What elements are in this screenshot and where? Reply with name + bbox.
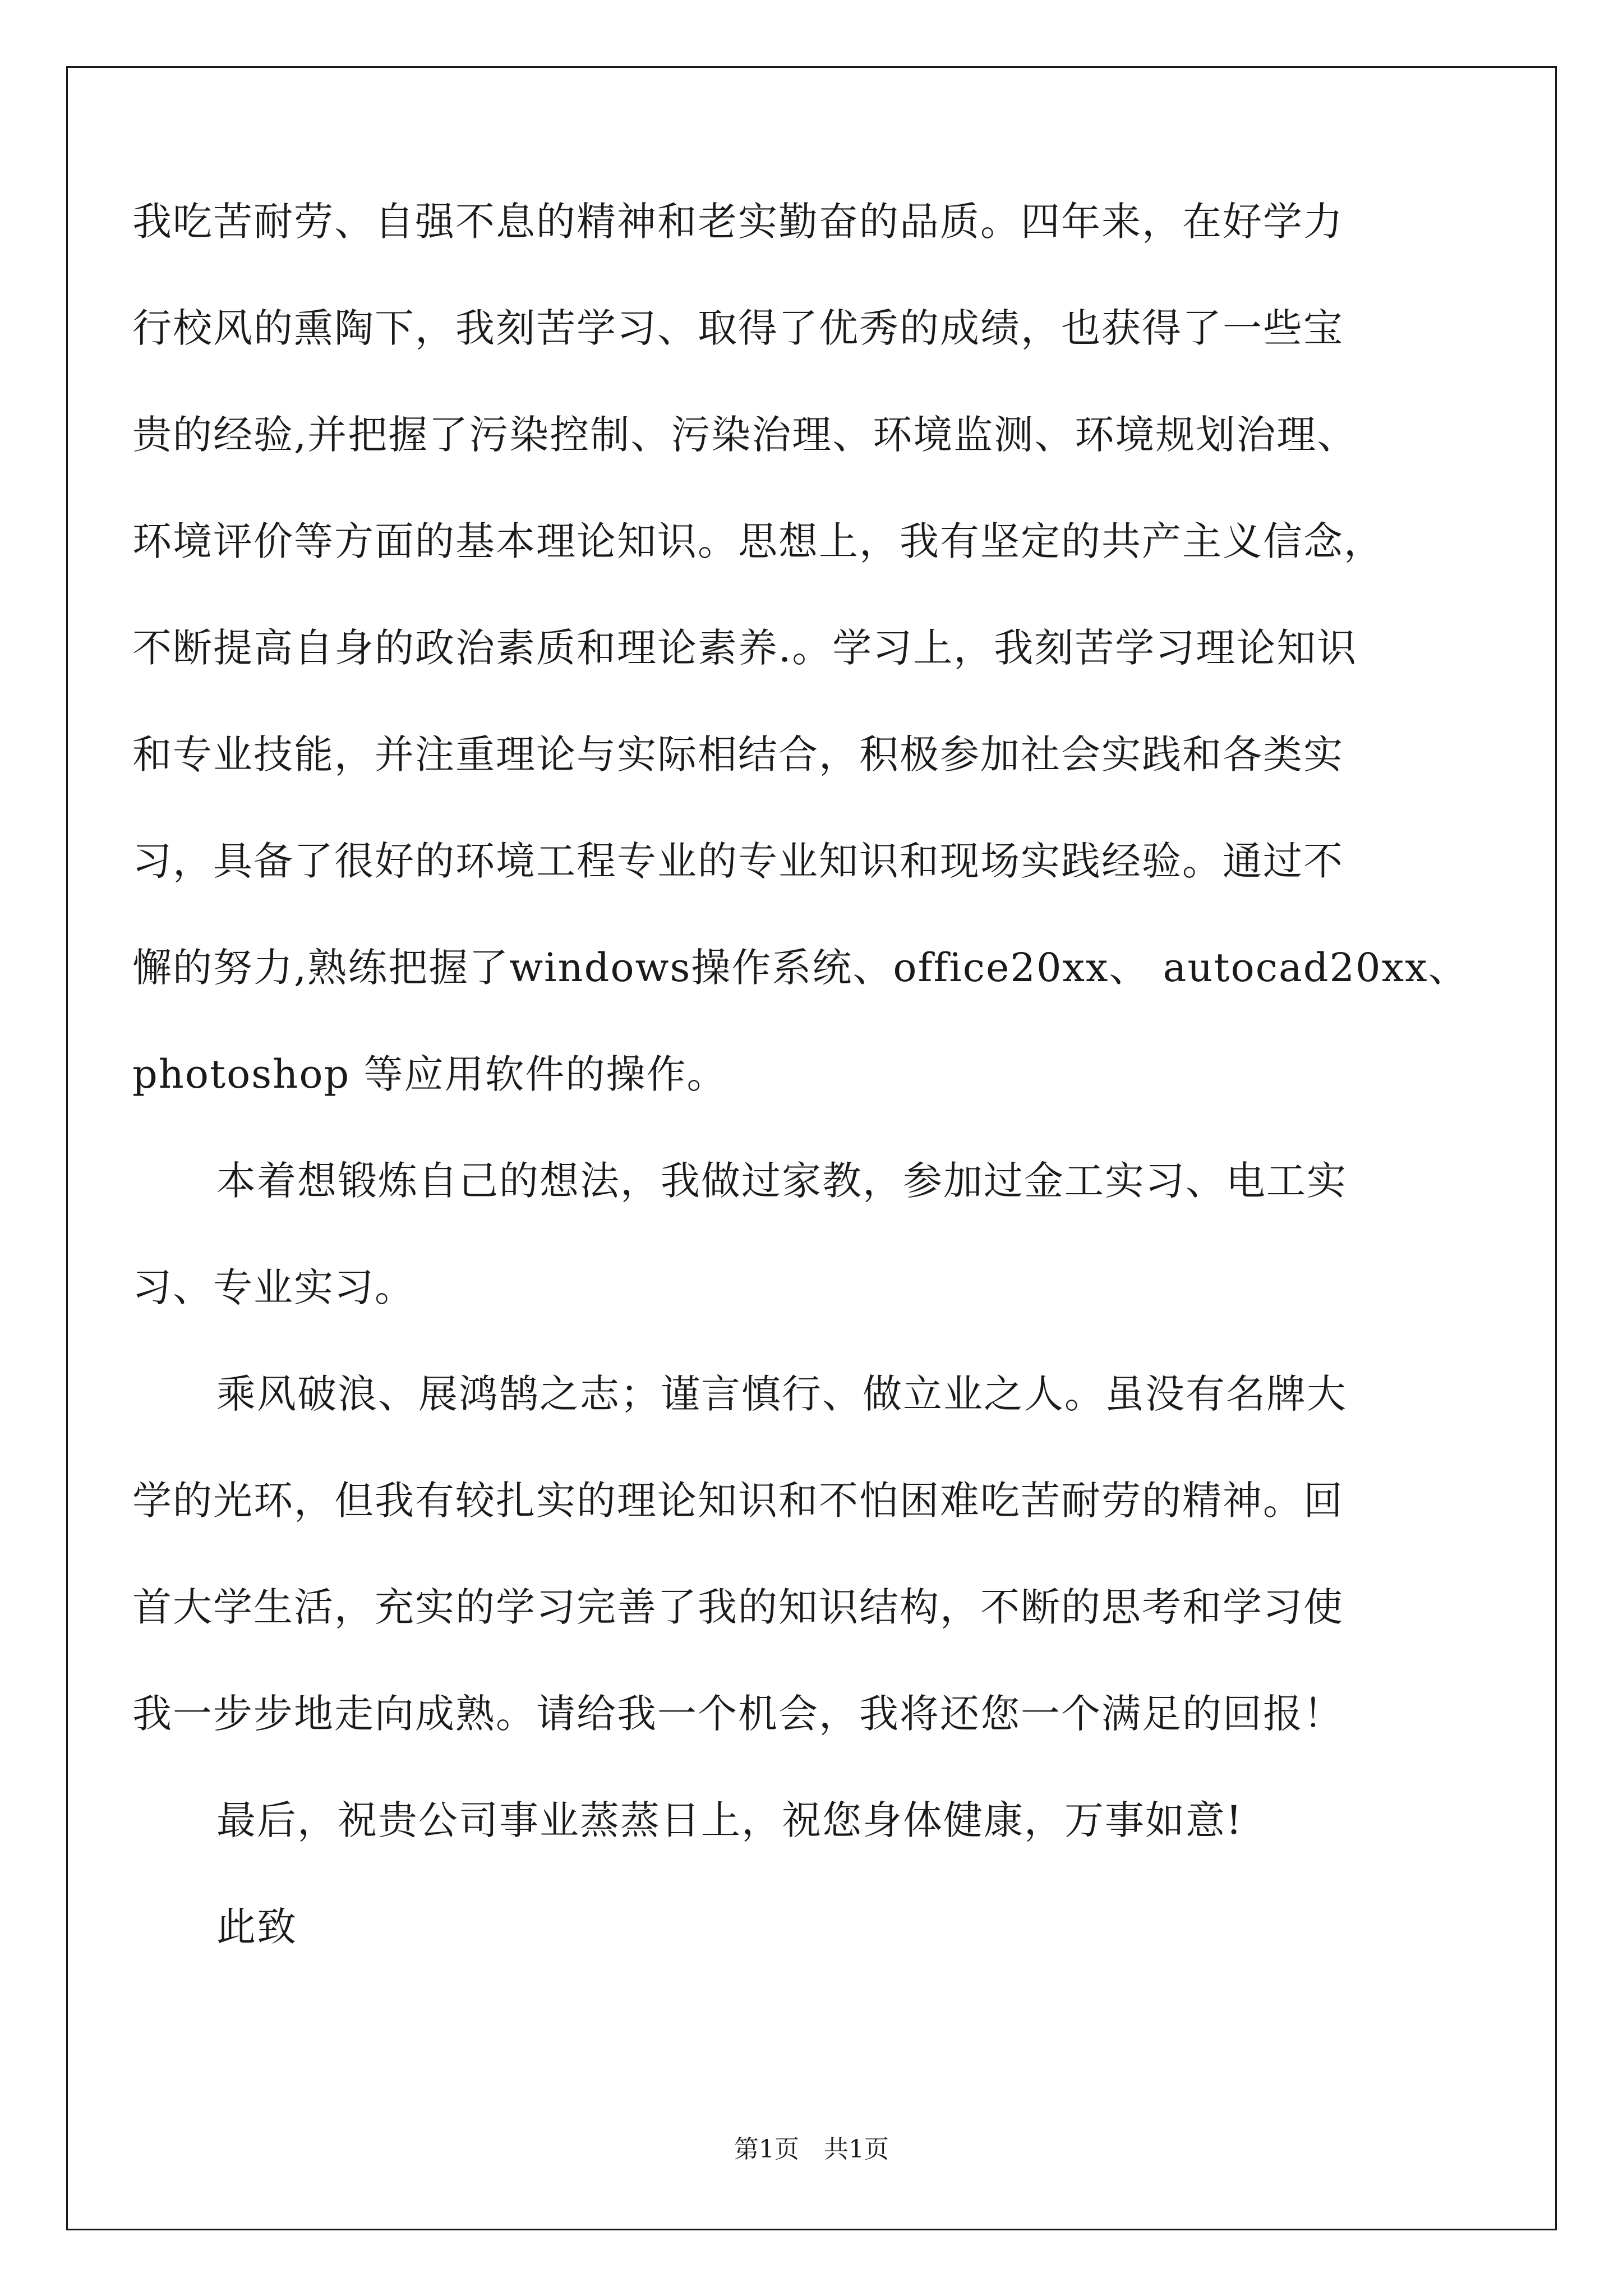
- text-line: 懈的努力,熟练把握了windows操作系统、office20xx、 autocad20xx、: [132, 945, 1469, 991]
- text-line: 贵的经验,并把握了污染控制、污染治理、环境监测、环境规划治理、: [132, 412, 1358, 458]
- text-line: 不断提高自身的政治素质和理论素养.。学习上，我刻苦学习理论知识: [132, 625, 1358, 671]
- text-line: 学的光环，但我有较扎实的理论知识和不怕困难吃苦耐劳的精神。回: [132, 1478, 1344, 1524]
- page-number-footer: 第1页 共1页: [734, 2135, 889, 2164]
- text-line: 我一步步地走向成熟。请给我一个机会，我将还您一个满足的回报！: [132, 1691, 1344, 1737]
- text-line: photoshop 等应用软件的操作。: [132, 1051, 727, 1097]
- text-line: 首大学生活，充实的学习完善了我的知识结构，不断的思考和学习使: [132, 1584, 1344, 1630]
- text-line: 习，具备了很好的环境工程专业的专业知识和现场实践经验。通过不: [132, 838, 1344, 884]
- text-line: 本着想锻炼自己的想法，我做过家教，参加过金工实习、电工实: [216, 1158, 1347, 1204]
- text-line: 环境评价等方面的基本理论知识。思想上，我有坚定的共产主义信念，: [132, 518, 1384, 564]
- text-line: 习、专业实习。: [132, 1264, 415, 1310]
- text-line: 乘风破浪、展鸿鹄之志；谨言慎行、做立业之人。虽没有名牌大: [216, 1371, 1347, 1417]
- text-line: 和专业技能，并注重理论与实际相结合，积极参加社会实践和各类实: [132, 731, 1344, 777]
- document-body: [132, 168, 1473, 1980]
- text-line: 此致: [216, 1904, 297, 1950]
- text-line: 行校风的熏陶下，我刻苦学习、取得了优秀的成绩，也获得了一些宝: [132, 305, 1344, 351]
- text-line: 我吃苦耐劳、自强不息的精神和老实勤奋的品质。四年来，在好学力: [132, 199, 1344, 245]
- text-line: 最后，祝贵公司事业蒸蒸日上，祝您身体健康，万事如意!: [216, 1797, 1243, 1843]
